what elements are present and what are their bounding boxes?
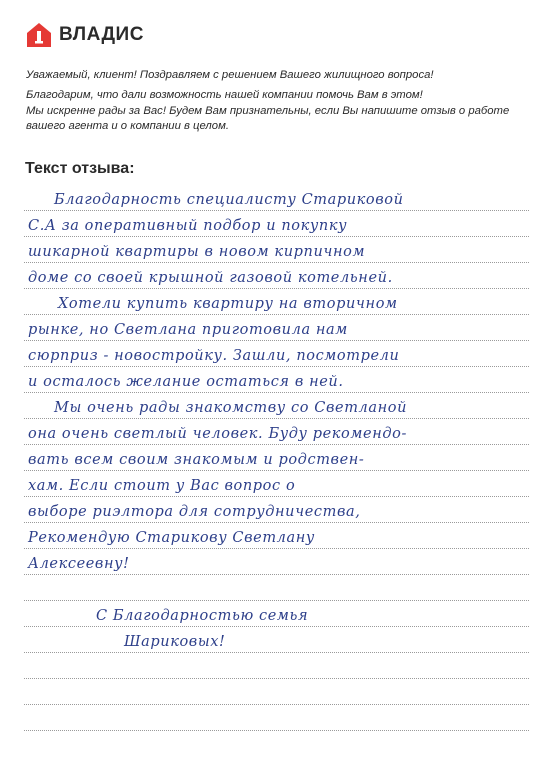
ruled-line <box>24 600 529 601</box>
handwritten-line: сюрприз - новостройку. Зашли, посмотрели <box>28 348 400 364</box>
ruled-line <box>24 548 529 549</box>
thanks-line-2: Мы искренне рады за Вас! Будем Вам признательны, если Вы напишите отзыв о работе <box>26 104 510 117</box>
handwritten-line: хам. Если стоит у Вас вопрос о <box>28 478 296 494</box>
handwritten-signoff: С Благодарностью семья <box>96 608 309 624</box>
handwritten-signature: Шариковых! <box>124 634 226 650</box>
ruled-line <box>24 444 529 445</box>
ruled-line <box>24 522 529 523</box>
ruled-line <box>24 678 529 679</box>
handwritten-line: и осталось желание остаться в ней. <box>28 374 344 390</box>
handwritten-line: шикарной квартиры в новом кирпичном <box>28 244 366 260</box>
ruled-line <box>24 210 529 211</box>
ruled-line <box>24 236 529 237</box>
ruled-line <box>24 496 529 497</box>
brand-header <box>26 22 144 48</box>
ruled-line <box>24 418 529 419</box>
ruled-line <box>24 626 529 627</box>
handwritten-line: она очень светлый человек. Буду рекомендо- <box>28 426 407 442</box>
handwritten-line: Рекомендую Старикову Светлану <box>28 530 315 546</box>
house-logo-icon <box>26 22 52 48</box>
greeting-text: Уважаемый, клиент! Поздравляем с решением Вашего жилищного вопроса! <box>26 69 434 81</box>
intro-text <box>26 68 521 135</box>
thanks-line-3: вашего агента и о компании в целом. <box>26 120 229 133</box>
ruled-line <box>24 366 529 367</box>
handwritten-line: рынке, но Светлана приготовила нам <box>28 322 348 338</box>
brand-name: ВЛАДИС <box>59 24 144 45</box>
handwritten-line: Благодарность специалисту Стариковой <box>54 192 404 208</box>
ruled-line <box>24 262 529 263</box>
handwritten-line: выборе риэлтора для сотрудничества, <box>28 504 361 520</box>
handwritten-line: Мы очень рады знакомству со Светланой <box>54 400 408 416</box>
ruled-line <box>24 652 529 653</box>
thanks-line-1: Благодарим, что дали возможность нашей компании помочь Вам в этом! <box>26 89 423 102</box>
ruled-line <box>24 704 529 705</box>
ruled-line <box>24 340 529 341</box>
review-handwriting-area <box>24 192 529 752</box>
ruled-line <box>24 574 529 575</box>
ruled-line <box>24 392 529 393</box>
handwritten-line: Хотели купить квартиру на вторичном <box>58 296 398 312</box>
handwritten-line: вать всем своим знакомым и родствен- <box>28 452 365 468</box>
handwritten-line: С.А за оперативный подбор и покупку <box>28 218 348 234</box>
handwritten-line: доме со своей крышной газовой котельней. <box>28 270 393 286</box>
review-title: Текст отзыва: <box>25 160 135 177</box>
ruled-line <box>24 470 529 471</box>
ruled-line <box>24 730 529 731</box>
ruled-line <box>24 314 529 315</box>
handwritten-line: Алексеевну! <box>28 556 130 572</box>
ruled-line <box>24 288 529 289</box>
